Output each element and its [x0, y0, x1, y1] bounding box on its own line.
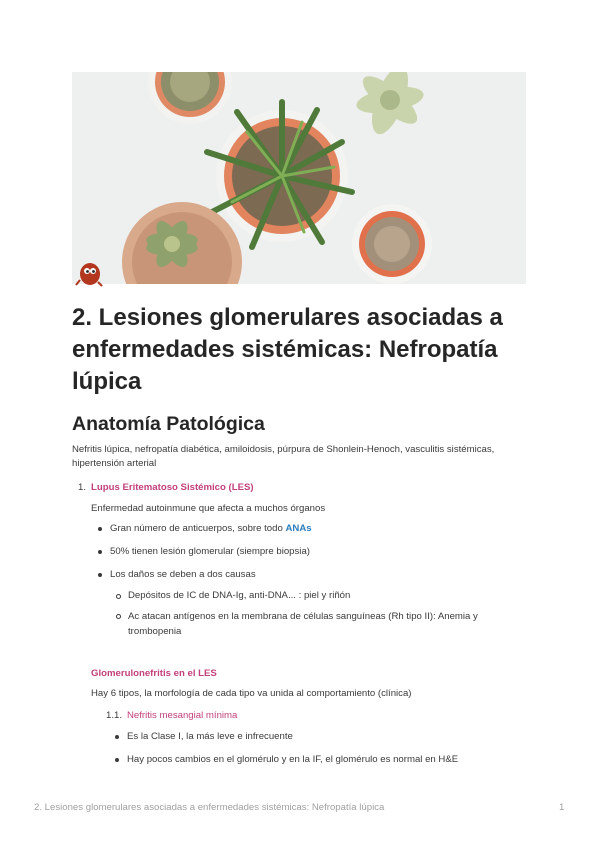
bullet-icon — [98, 573, 102, 577]
list-number-1-1: 1.1. — [106, 710, 123, 721]
page-title: 2. Lesiones glomerulares asociadas a enfermedades sistémicas: Nefropatía lúpica — [72, 304, 503, 395]
list-item-les-label: Lupus Eritematoso Sistémico (LES) — [91, 482, 254, 493]
sub-list-item: Depósitos de IC de DNA-Ig, anti-DNA... : piel y riñón — [128, 590, 351, 601]
page-number: 1 — [559, 802, 565, 813]
list-item: 50% tienen lesión glomerular (siempre biopsia) — [110, 546, 310, 557]
les-description: Enfermedad autoinmune que afecta a muchos órganos — [91, 503, 326, 514]
section-heading: Anatomía Patológica — [72, 413, 265, 435]
footer-title: 2. Lesiones glomerulares asociadas a enfermedades sistémicas: Nefropatía lúpica — [34, 802, 385, 813]
header-image — [72, 72, 526, 284]
list-item: Los daños se deben a dos causas — [110, 569, 256, 580]
bullet-icon — [115, 735, 119, 739]
list-number-1: 1. — [78, 482, 87, 493]
list-item: Es la Clase I, la más leve e infrecuente — [127, 731, 293, 742]
gn-intro: Hay 6 tipos, la morfología de cada tipo va unida al comportamiento (clínica) — [91, 688, 412, 699]
sub-bullet-icon — [116, 614, 121, 619]
ana-highlight: ANAs — [285, 523, 312, 534]
list-item: Gran número de anticuerpos, sobre todo ANAs — [110, 523, 312, 534]
intro-text: Nefritis lúpica, nefropatía diabética, amiloidosis, púrpura de Shonlein-Henoch, vasculitis sistémicas, hipertensión arterial — [72, 444, 495, 469]
list-item: Hay pocos cambios en el glomérulo y en la IF, el glomérulo es normal en H&E — [127, 754, 459, 765]
bullet-icon — [98, 527, 102, 531]
bullet-icon — [115, 758, 119, 762]
kidney-mascot-icon — [74, 258, 104, 288]
bullet-icon — [98, 550, 102, 554]
gn-heading: Glomerulonefritis en el LES — [91, 668, 217, 679]
list-item-nefritis-label: Nefritis mesangial mínima — [127, 710, 238, 721]
sub-list-item: Ac atacan antígenos en la membrana de células sanguíneas (Rh tipo II): Anemia y trombopenia — [128, 611, 478, 637]
sub-bullet-icon — [116, 594, 121, 599]
